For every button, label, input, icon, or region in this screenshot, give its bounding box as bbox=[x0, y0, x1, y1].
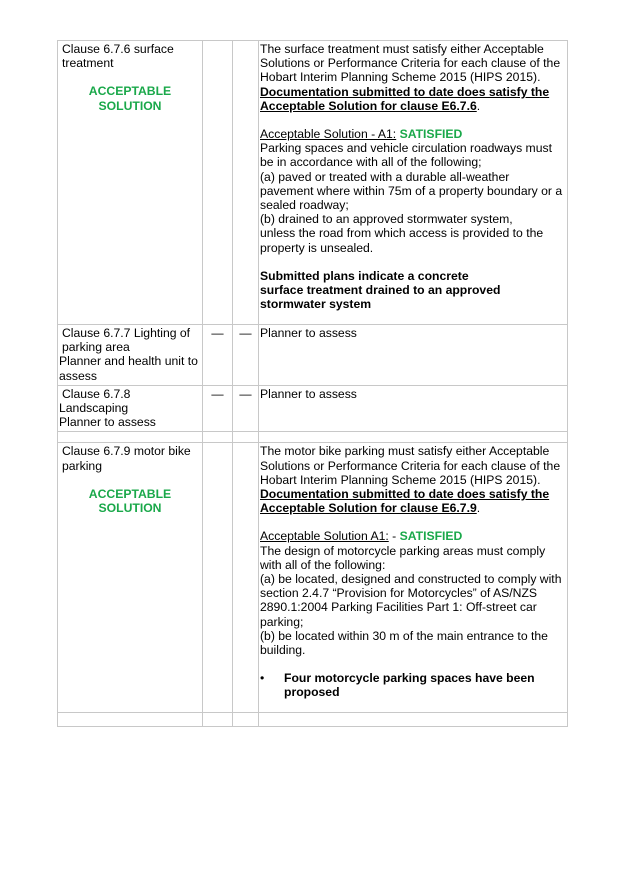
finding-bullet bbox=[260, 671, 566, 699]
requirement-text: The design of motorcycle parking areas must comply with all of the following: bbox=[260, 543, 546, 572]
clause-note: Planner to assess bbox=[59, 415, 156, 430]
clause-cell bbox=[58, 385, 203, 432]
empty-cell bbox=[203, 41, 233, 325]
table-row bbox=[58, 385, 568, 432]
intro-text: The motor bike parking must satisfy either Acceptable Solutions or Performance Criteria for each clause of the Hobart Interim Planning Scheme 2015 (HIPS 2015). bbox=[260, 444, 561, 487]
item-a: (a) be located, designed and constructed to comply with section 2.4.7 “Provision for Motorcycles” of AS/NZS 2890.1:2004 Parking Facilities Part 1: Off-street car parking; bbox=[260, 572, 562, 629]
table-row bbox=[58, 443, 568, 713]
separator: - bbox=[388, 529, 400, 544]
finding-line-2: surface treatment drained to an approved stormwater system bbox=[260, 283, 501, 312]
item-b: (b) be located within 30 m of the main entrance to the building. bbox=[260, 628, 548, 658]
clause-title: Clause 6.7.8 bbox=[62, 386, 131, 401]
table-row bbox=[58, 325, 568, 386]
satisfied-label: SATISFIED bbox=[399, 127, 463, 142]
clause-title: Clause 6.7.6 surface treatment bbox=[62, 42, 174, 71]
spacer-row bbox=[58, 432, 568, 443]
bullet-icon: • bbox=[260, 671, 265, 686]
intro-text: The surface treatment must satisfy either Acceptable Solutions or Performance Criteria for each clause of the Hobart Interim Planning Scheme 2015 (HIPS 2015). bbox=[260, 42, 561, 85]
status-label: ACCEPTABLE SOLUTION bbox=[88, 84, 172, 113]
clause-cell bbox=[58, 41, 203, 325]
assessment-table bbox=[57, 40, 568, 727]
table-row bbox=[58, 41, 568, 325]
item-b: (b) drained to an approved stormwater system, bbox=[260, 212, 513, 227]
comment-cell: Planner to assess bbox=[259, 385, 568, 432]
status-label: ACCEPTABLE SOLUTION bbox=[88, 486, 172, 516]
dash-cell: — bbox=[233, 385, 259, 432]
clause-subtitle: Landscaping bbox=[59, 401, 129, 416]
empty-row bbox=[58, 713, 568, 727]
comment-cell: Planner to assess bbox=[259, 325, 568, 386]
empty-cell bbox=[233, 41, 259, 325]
item-b-cont: unless the road from which access is provided to the property is unsealed. bbox=[260, 226, 544, 255]
comment-cell bbox=[259, 41, 568, 325]
dash-cell: — bbox=[203, 325, 233, 386]
satisfied-label: SATISFIED bbox=[399, 529, 463, 544]
documentation-text: Documentation submitted to date does satisfy the Acceptable Solution for clause E6.7.6 bbox=[260, 84, 550, 113]
documentation-text: Documentation submitted to date does satisfy the Acceptable Solution for clause E6.7.9 bbox=[260, 487, 550, 516]
clause-cell bbox=[58, 443, 203, 713]
acceptable-solution-label: Acceptable Solution A1: bbox=[260, 529, 389, 544]
period: . bbox=[476, 98, 481, 113]
requirement-text: Parking spaces and vehicle circulation roadways must be in accordance with all of the following; bbox=[260, 141, 552, 170]
clause-cell bbox=[58, 325, 203, 386]
empty-cell bbox=[203, 443, 233, 713]
empty-cell bbox=[233, 443, 259, 713]
clause-note: Planner and health unit to assess bbox=[59, 354, 198, 383]
clause-title: Clause 6.7.9 motor bike parking bbox=[62, 444, 191, 473]
clause-title: Clause 6.7.7 Lighting of parking area bbox=[62, 326, 191, 355]
period: . bbox=[476, 501, 481, 516]
dash-cell: — bbox=[233, 325, 259, 386]
acceptable-solution-label: Acceptable Solution - A1: bbox=[260, 127, 397, 142]
item-a: (a) paved or treated with a durable all-weather pavement where within 75m of a property boundary or a sealed roadway; bbox=[260, 169, 563, 213]
finding-line-1: Submitted plans indicate a concrete bbox=[260, 268, 469, 283]
comment-cell bbox=[259, 443, 568, 713]
dash-cell: — bbox=[203, 385, 233, 432]
finding-text: Four motorcycle parking spaces have been proposed bbox=[284, 671, 535, 700]
